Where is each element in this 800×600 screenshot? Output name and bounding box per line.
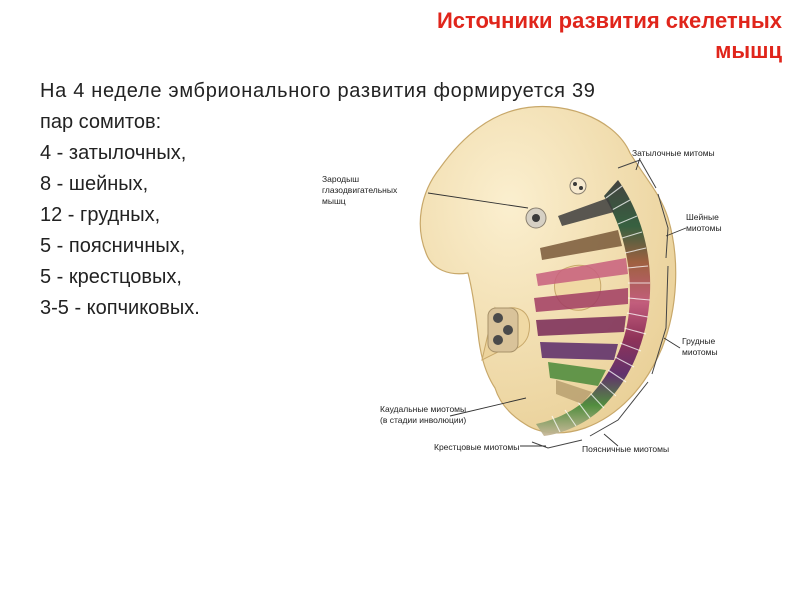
- eye-pupil: [532, 214, 540, 222]
- slide-title-line-1: Источники развития скелетных: [436, 8, 782, 33]
- embryo-figure: [300, 98, 720, 478]
- somite-item-occipital: 4 - затылочных,: [40, 142, 187, 164]
- intro-line-1: На 4 неделе эмбрионального развития формируется 39: [40, 80, 596, 102]
- slide-title: [342, 6, 782, 66]
- somite-item-sacral: 5 - крестцовых,: [40, 266, 182, 288]
- label-oculomotor: Зародыш глазодвигательных мышц: [322, 174, 398, 206]
- slide-title-line-2: мышц: [715, 38, 782, 63]
- label-occipital-myotomes: Затылочные митомы: [632, 148, 715, 158]
- somite-item-coccygeal: 3-5 - копчиковых.: [40, 297, 200, 319]
- somite-item-thoracic: 12 - грудных,: [40, 204, 161, 226]
- umbilical-vessel-2: [503, 325, 513, 335]
- somite-item-lumbar: 5 - поясничных,: [40, 235, 186, 257]
- bracket-sacral: [532, 440, 582, 448]
- umbilical-vessel-3: [493, 335, 503, 345]
- intro-line-2: пар сомитов:: [40, 111, 162, 133]
- ear-dot-1: [573, 182, 577, 186]
- ear-dot-2: [579, 186, 583, 190]
- label-thoracic-myotomes: Грудные миотомы: [682, 336, 718, 357]
- ear-pit: [570, 178, 586, 194]
- somite-item-cervical: 8 - шейных,: [40, 173, 149, 195]
- label-caudal-myotomes: Каудальные миотомы (в стадии инволюции): [380, 404, 467, 425]
- label-lumbar-myotomes: Поясничные миотомы: [582, 444, 670, 454]
- label-cervical-myotomes: Шейные миотомы: [686, 212, 722, 233]
- umbilical-vessel-1: [493, 313, 503, 323]
- label-sacral-myotomes: Крестцовые миотомы: [434, 442, 520, 452]
